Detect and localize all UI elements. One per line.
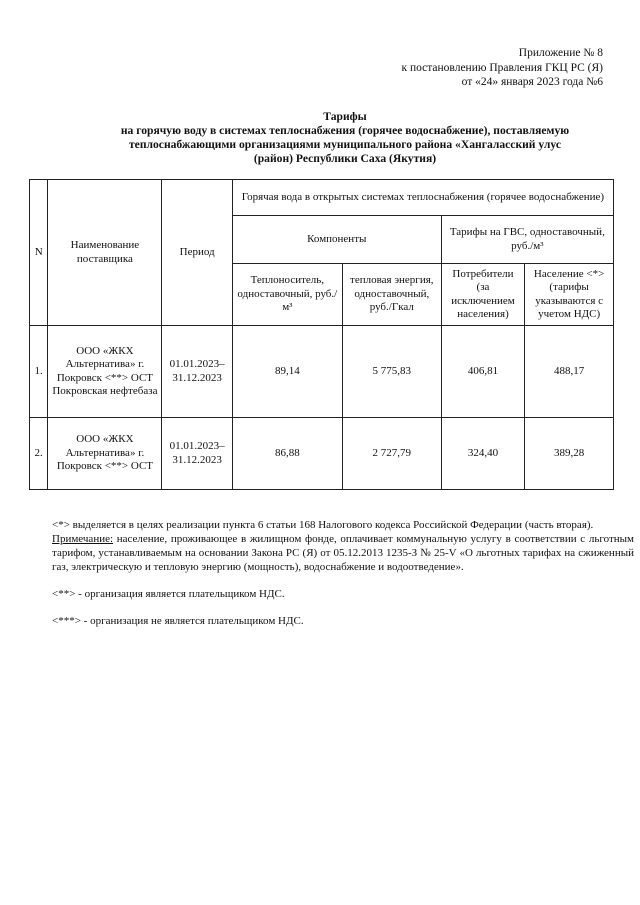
header-hot-water-group: Горячая вода в открытых системах теплоснабжения (горячее водоснабжение) <box>232 180 613 216</box>
cell-coolant: 86,88 <box>232 418 342 490</box>
header-n: N <box>30 180 48 326</box>
footnote-star-1: <*> выделяется в целях реализации пункта 6 статьи 168 Налогового кодекса Российской Федерации (часть вторая). <box>52 519 594 531</box>
header-tariffs-gvs: Тарифы на ГВС, одноставочный, руб./м³ <box>441 216 613 264</box>
note-paragraph <box>52 532 634 574</box>
footnote-star-3: <***> - организация не является плательщиком НДС. <box>52 615 304 627</box>
cell-consumers: 406,81 <box>441 326 525 418</box>
title-line-2: теплоснабжающими организациями муниципального района «Хангаласский улус <box>128 138 561 151</box>
footnotes <box>52 518 634 628</box>
note-label: Примечание: <box>52 533 114 545</box>
table-row <box>30 326 614 418</box>
cell-thermal-energy: 5 775,83 <box>342 326 441 418</box>
cell-period: 01.01.2023–31.12.2023 <box>162 326 232 418</box>
header-components: Компоненты <box>232 216 441 264</box>
header-population: Население <*> (тарифы указываются с учетом НДС) <box>525 264 614 326</box>
tariffs-table <box>29 179 614 490</box>
appendix-line-2: к постановлению Правления ГКЦ РС (Я) <box>401 61 603 74</box>
cell-thermal-energy: 2 727,79 <box>342 418 441 490</box>
note-text: население, проживающее в жилищном фонде, оплачивает коммунальную услугу в соответствии с льготным тарифом, устанавливаемым на основании Закона РС (Я) от 05.12.2013 1235-З № 25-V «О льготных тарифах на сжиженный газ, электрическую и тепловую энергию (мощность), водоснабжение и водоотведение». <box>52 533 634 573</box>
header-consumers: Потребители (за исключением населения) <box>441 264 525 326</box>
cell-consumers: 324,40 <box>441 418 525 490</box>
table-row <box>30 418 614 490</box>
appendix-line-1: Приложение № 8 <box>518 47 603 59</box>
title-heading: Тарифы <box>323 110 367 123</box>
cell-supplier: ООО «ЖКХ Альтернатива» г. Покровск <**> ОСТ <box>48 418 162 490</box>
document-title <box>60 110 630 166</box>
header-period: Период <box>162 180 232 326</box>
cell-period: 01.01.2023–31.12.2023 <box>162 418 232 490</box>
cell-n: 1. <box>30 326 48 418</box>
title-line-3: (район) Республики Саха (Якутия) <box>253 152 437 165</box>
cell-n: 2. <box>30 418 48 490</box>
title-line-1: на горячую воду в системах теплоснабжения (горячее водоснабжение), поставляемую <box>120 124 570 137</box>
cell-population: 389,28 <box>525 418 614 490</box>
appendix-header <box>402 46 604 90</box>
header-supplier: Наименование поставщика <box>48 180 162 326</box>
cell-supplier: ООО «ЖКХ Альтернатива» г. Покровск <**> ОСТ Покровская нефтебаза <box>48 326 162 418</box>
footnote-star-2: <**> - организация является плательщиком НДС. <box>52 588 285 600</box>
appendix-line-3: от «24» января 2023 года №6 <box>461 76 603 88</box>
header-coolant: Теплоноситель, одноставочный, руб./м³ <box>232 264 342 326</box>
header-thermal-energy: тепловая энергия, одноставочный, руб./Гкал <box>342 264 441 326</box>
table-header-row <box>30 180 614 216</box>
cell-coolant: 89,14 <box>232 326 342 418</box>
cell-population: 488,17 <box>525 326 614 418</box>
